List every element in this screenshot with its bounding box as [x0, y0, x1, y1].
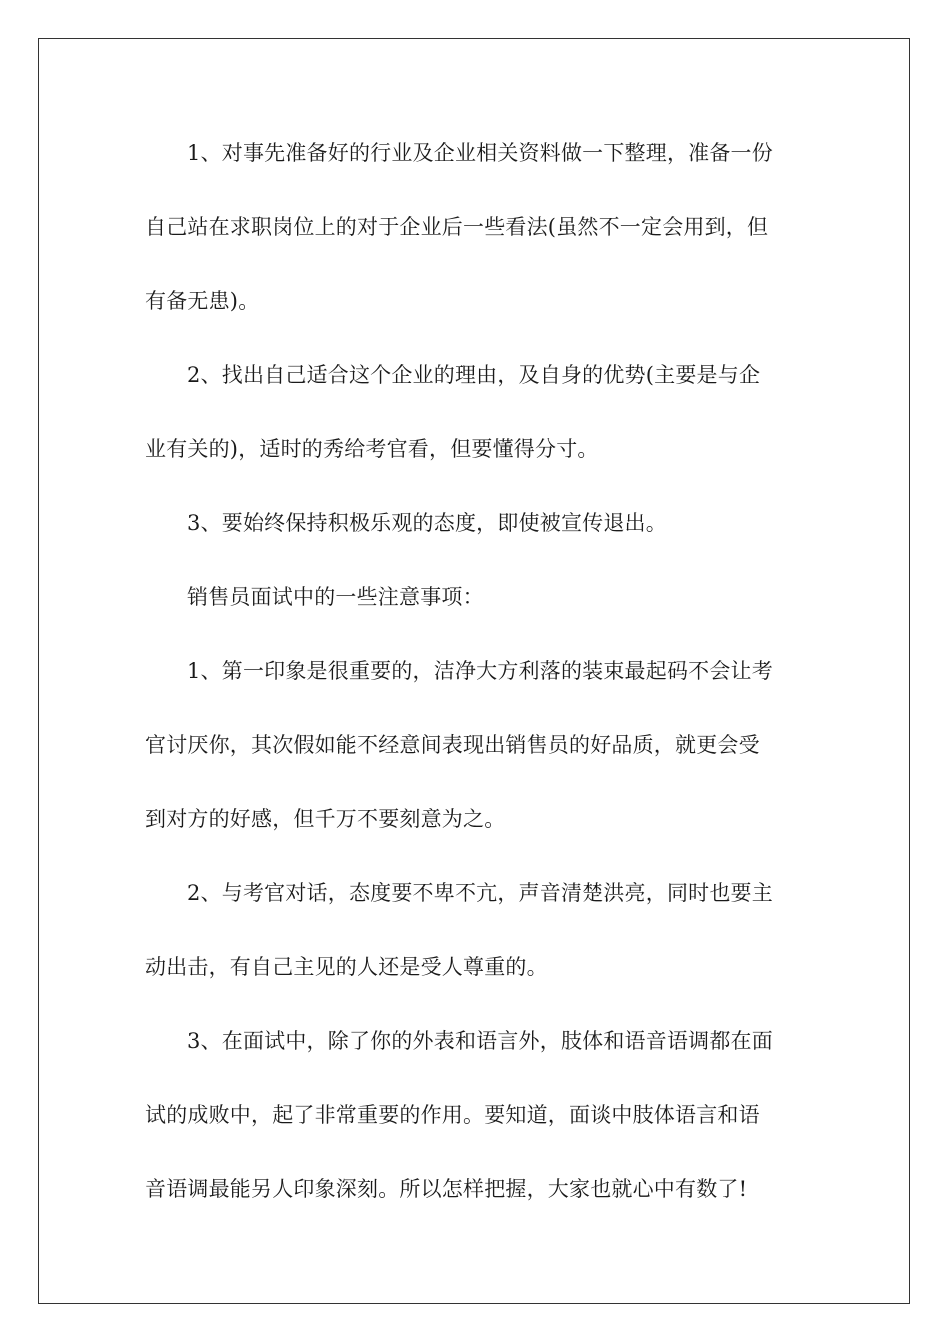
- document-body: [145, 132, 810, 1242]
- paragraph-line: 动出击，有自己主见的人还是受人尊重的。: [145, 955, 548, 979]
- paragraph-line: 3、在面试中，除了你的外表和语言外，肢体和语音语调都在面: [187, 1029, 773, 1053]
- paragraph-line: 2、找出自己适合这个企业的理由，及自身的优势(主要是与企: [187, 363, 761, 387]
- paragraph-line: 1、第一印象是很重要的，洁净大方利落的装束最起码不会让考: [187, 659, 773, 683]
- paragraph-line: 2、与考官对话，态度要不卑不亢，声音清楚洪亮，同时也要主: [187, 881, 773, 905]
- paragraph-line: 音语调最能另人印象深刻。所以怎样把握，大家也就心中有数了!: [145, 1177, 748, 1201]
- paragraph-line: 试的成败中，起了非常重要的作用。要知道，面谈中肢体语言和语: [145, 1103, 760, 1127]
- section-heading: 销售员面试中的一些注意事项：: [187, 585, 484, 609]
- paragraph-line: 有备无患)。: [145, 289, 260, 313]
- paragraph-line: 3、要始终保持积极乐观的态度，即使被宣传退出。: [187, 511, 667, 535]
- paragraph-line: 1、对事先准备好的行业及企业相关资料做一下整理，准备一份: [187, 141, 773, 165]
- paragraph-line: 自己站在求职岗位上的对于企业后一些看法(虽然不一定会用到，但: [145, 215, 769, 239]
- paragraph-line: 业有关的)，适时的秀给考官看，但要懂得分寸。: [145, 437, 599, 461]
- paragraph-line: 到对方的好感，但千万不要刻意为之。: [145, 807, 506, 831]
- paragraph-line: 官讨厌你，其次假如能不经意间表现出销售员的好品质，就更会受: [145, 733, 760, 757]
